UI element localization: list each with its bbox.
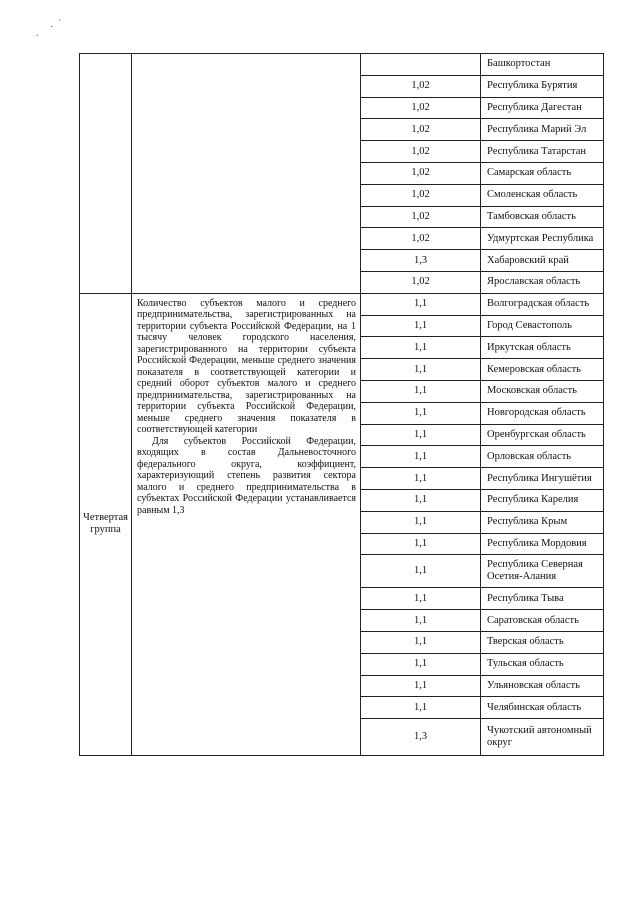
region-cell: Саратовская область: [481, 610, 604, 632]
coefficient-cell: 1,02: [361, 162, 481, 184]
coefficient-cell: 1,1: [361, 402, 481, 424]
region-cell: Республика Бурятия: [481, 75, 604, 97]
coefficient-table: [79, 53, 604, 756]
coefficient-cell: 1,1: [361, 631, 481, 653]
region-cell: Смоленская область: [481, 184, 604, 206]
coefficient-cell: 1,02: [361, 206, 481, 228]
coefficient-cell: 1,1: [361, 293, 481, 315]
coefficient-cell: [361, 54, 481, 76]
coefficient-cell: 1,3: [361, 719, 481, 756]
coefficient-cell: 1,1: [361, 555, 481, 588]
coefficient-cell: 1,1: [361, 533, 481, 555]
table-row: [80, 54, 604, 76]
scan-speck: ·: [50, 22, 54, 33]
coefficient-cell: 1,1: [361, 424, 481, 446]
region-cell: Тульская область: [481, 653, 604, 675]
description-cell: [132, 293, 361, 755]
region-cell: Самарская область: [481, 162, 604, 184]
region-cell: Волгоградская область: [481, 293, 604, 315]
coefficient-cell: 1,1: [361, 337, 481, 359]
region-cell: Хабаровский край: [481, 250, 604, 272]
criterion-description: Количество субъектов малого и среднего предпринимательства, зарегистрированных на территории субъекта Российской Федерации, на 1 тысячу человек городского населения, зарегистрированного на территории субъекта Российской Федерации, меньше среднего значения показателя в соответствующей категории и средний оборот субъектов малого и среднего предпринимательства, зарегистрированных на территории субъекта Российской Федерации, меньше среднего значения показателя в соответствующей категории: [137, 297, 356, 436]
coefficient-cell: 1,1: [361, 511, 481, 533]
region-cell: Республика Татарстан: [481, 141, 604, 163]
region-cell: Тамбовская область: [481, 206, 604, 228]
region-cell: Челябинская область: [481, 697, 604, 719]
coefficient-cell: 1,1: [361, 359, 481, 381]
region-cell: Удмуртская Республика: [481, 228, 604, 250]
region-cell: Ульяновская область: [481, 675, 604, 697]
coefficient-cell: 1,02: [361, 75, 481, 97]
scan-speck: .: [36, 28, 39, 39]
region-cell: Республика Марий Эл: [481, 119, 604, 141]
table-body: [80, 54, 604, 756]
region-cell: Оренбургская область: [481, 424, 604, 446]
coefficient-cell: 1,02: [361, 184, 481, 206]
region-cell: Тверская область: [481, 631, 604, 653]
region-cell: Ярославская область: [481, 271, 604, 293]
region-cell: Республика Тыва: [481, 588, 604, 610]
region-cell: Республика Ингушётия: [481, 468, 604, 490]
region-cell: Новгородская область: [481, 402, 604, 424]
coefficient-cell: 1,3: [361, 250, 481, 272]
coefficient-cell: 1,1: [361, 446, 481, 468]
coefficient-cell: 1,02: [361, 97, 481, 119]
coefficient-cell: 1,1: [361, 653, 481, 675]
region-cell: Город Севастополь: [481, 315, 604, 337]
table-row: [80, 293, 604, 315]
coefficient-cell: 1,1: [361, 610, 481, 632]
coefficient-cell: 1,1: [361, 315, 481, 337]
coefficient-cell: 1,1: [361, 697, 481, 719]
coefficient-cell: 1,1: [361, 588, 481, 610]
coefficient-cell: 1,1: [361, 380, 481, 402]
region-cell: Башкортостан: [481, 54, 604, 76]
region-cell: Республика Крым: [481, 511, 604, 533]
region-cell: Республика Северная Осетия-Алания: [481, 555, 604, 588]
region-cell: Московская область: [481, 380, 604, 402]
coefficient-cell: 1,1: [361, 489, 481, 511]
coefficient-cell: 1,02: [361, 119, 481, 141]
region-cell: Кемеровская область: [481, 359, 604, 381]
region-cell: Республика Карелия: [481, 489, 604, 511]
coefficient-cell: 1,1: [361, 468, 481, 490]
coefficient-cell: 1,02: [361, 271, 481, 293]
group-label: Четвертая группа: [83, 512, 128, 536]
coefficient-cell: 1,02: [361, 141, 481, 163]
coefficient-cell: 1,02: [361, 228, 481, 250]
far-east-note: Для субъектов Российской Федерации, входящих в состав Дальневосточного федерального округа, коэффициент, характеризующий степень развития сектора малого и среднего предпринимательства в субъектах Российской Федерации устанавливается равным 1,3: [137, 435, 356, 516]
group-cell-continued: [80, 54, 132, 294]
group-label-cell: [80, 293, 132, 755]
scan-speck: ˊ: [58, 19, 62, 30]
region-cell: Республика Дагестан: [481, 97, 604, 119]
region-cell: Иркутская область: [481, 337, 604, 359]
region-cell: Республика Мордовия: [481, 533, 604, 555]
coefficient-cell: 1,1: [361, 675, 481, 697]
region-cell: Орловская область: [481, 446, 604, 468]
region-cell: Чукотский автономный округ: [481, 719, 604, 756]
description-cell-continued: [132, 54, 361, 294]
